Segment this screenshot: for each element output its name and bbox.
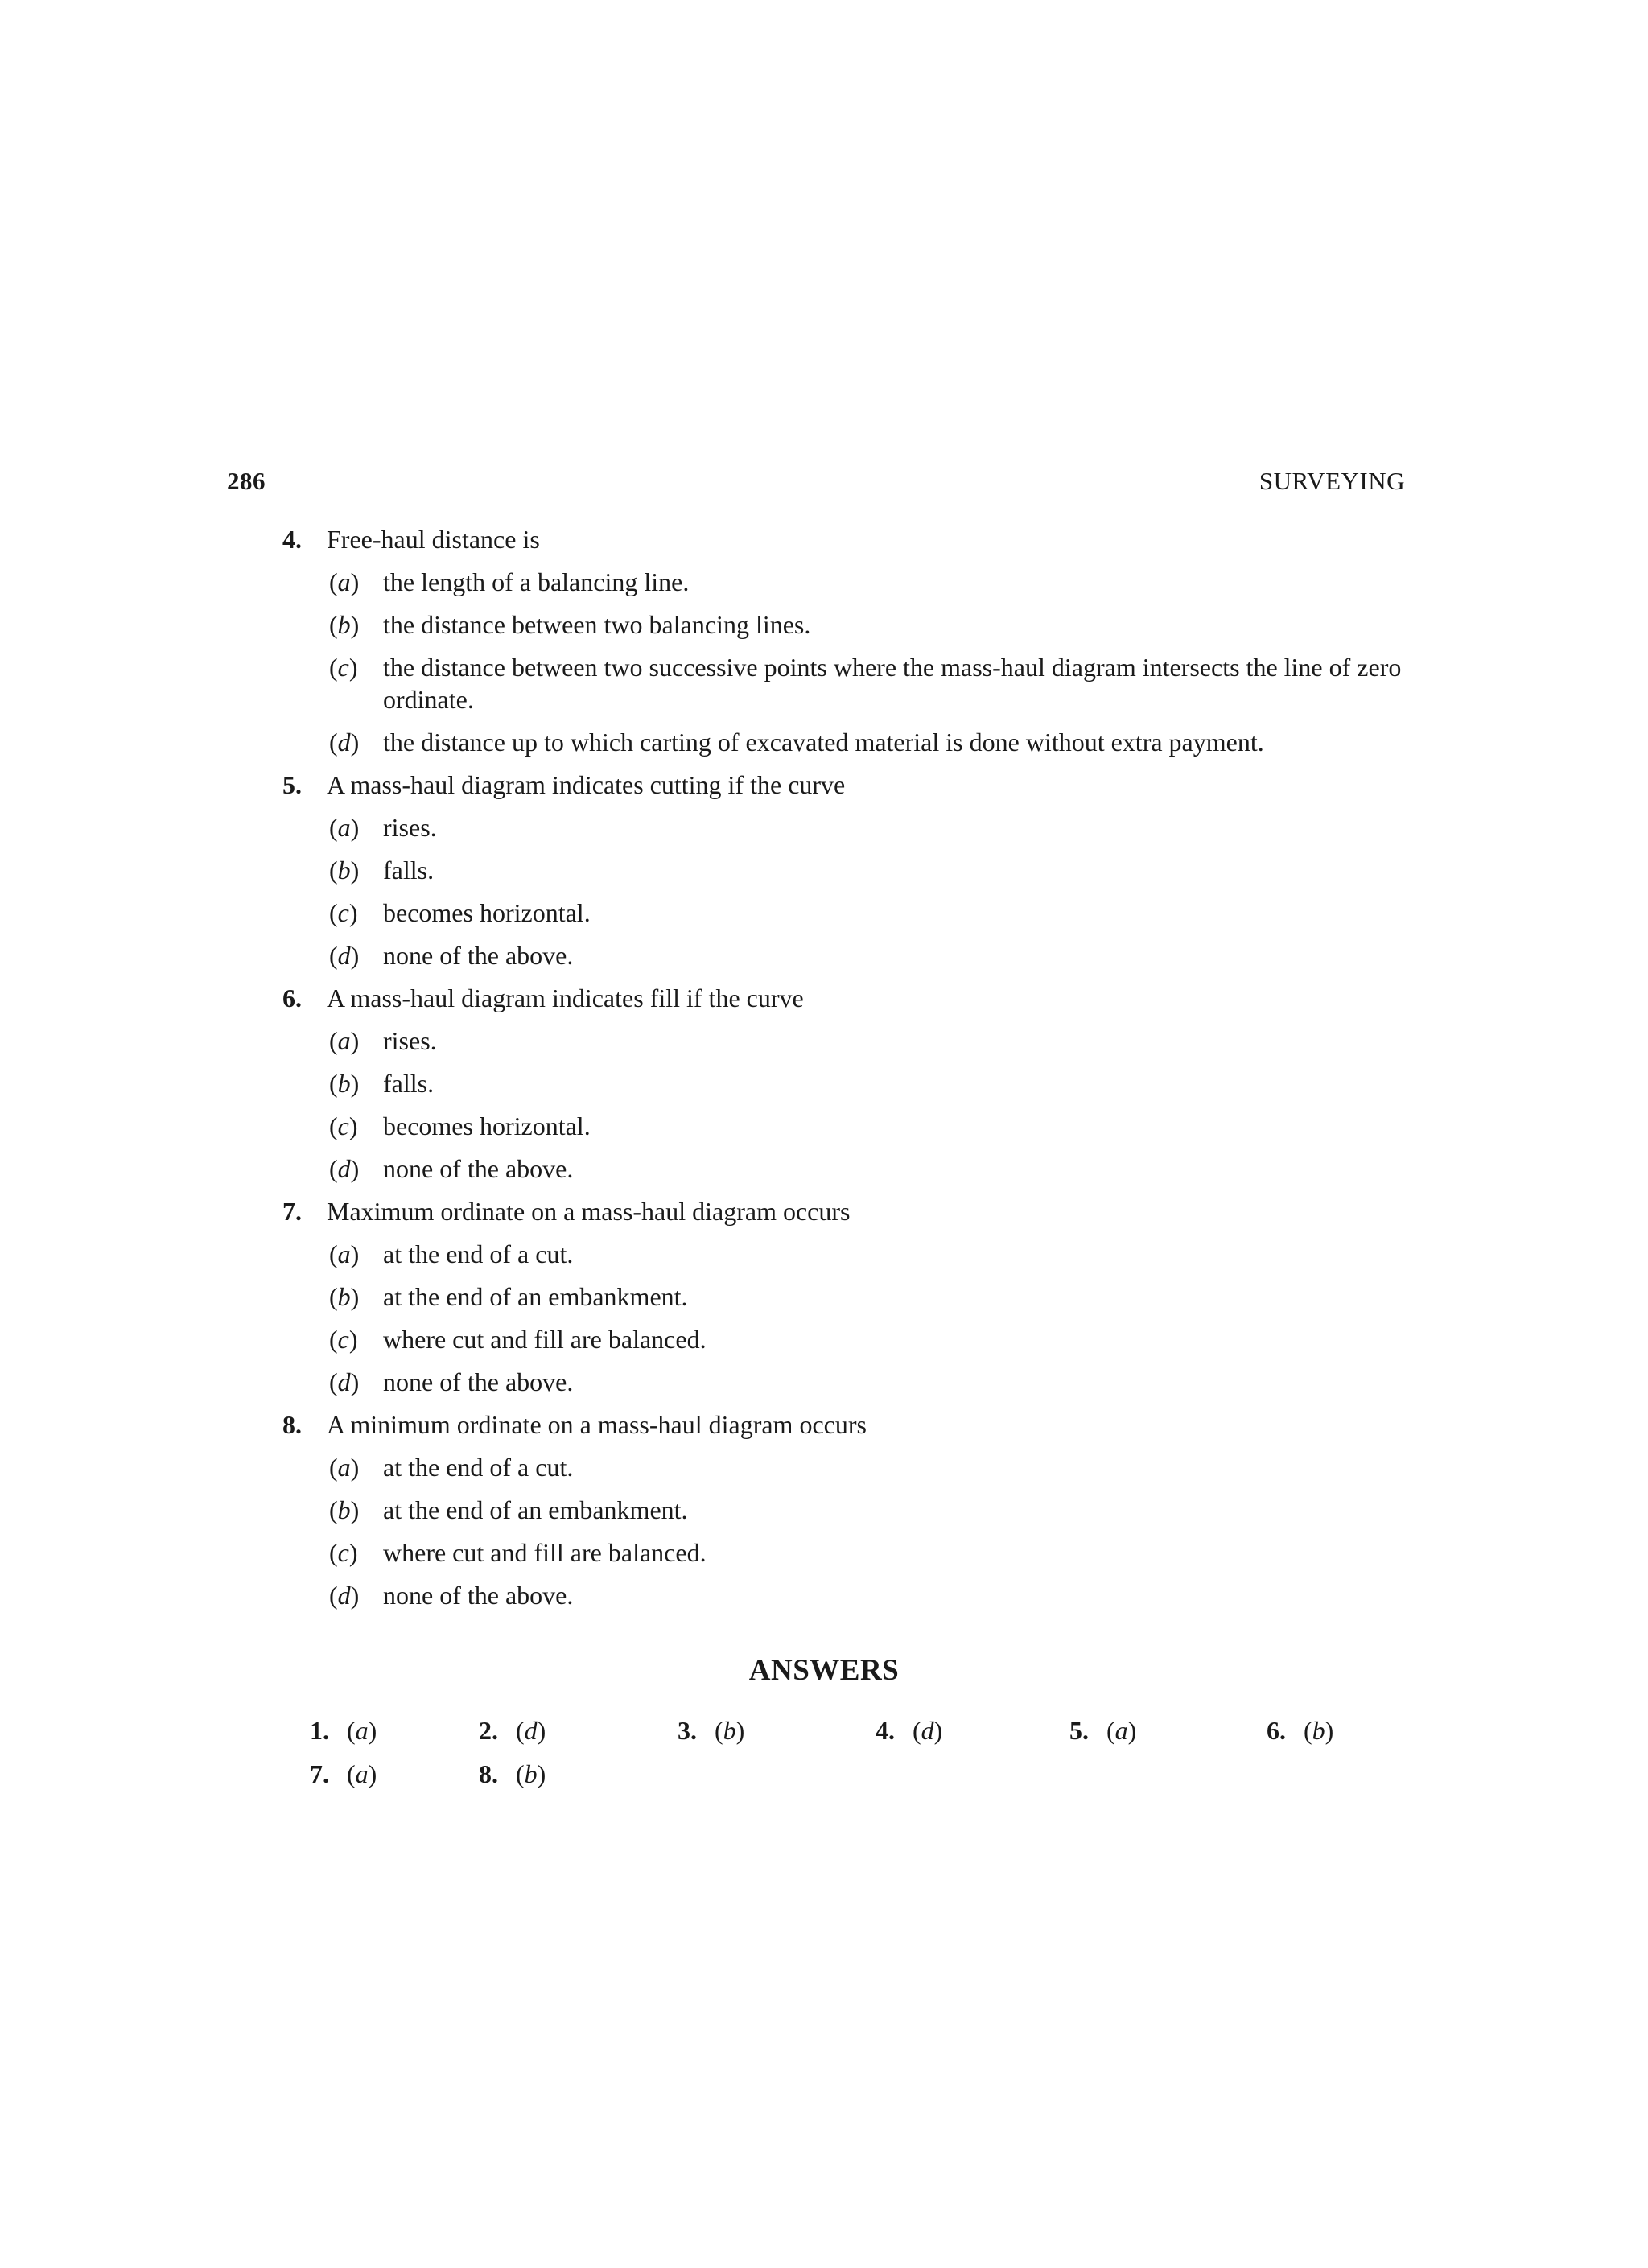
question-stem: [272, 518, 1415, 561]
option-a: [272, 1446, 1415, 1489]
option-label: (b): [329, 610, 360, 639]
question-stem: [272, 764, 1415, 806]
option-text: none of the above.: [383, 1154, 574, 1183]
question-stem: [272, 977, 1415, 1020]
question-number: 5.: [282, 770, 302, 799]
option-label: (b): [329, 1495, 360, 1524]
option-text: at the end of a cut.: [383, 1239, 574, 1268]
option-text: the length of a balancing line.: [383, 567, 690, 596]
option-text: rises.: [383, 1026, 437, 1055]
option-a: [272, 1020, 1415, 1062]
option-label: (d): [329, 941, 360, 970]
option-b: [272, 1062, 1415, 1105]
option-label: (d): [329, 1154, 360, 1183]
question-number: 4.: [282, 525, 302, 554]
question-text: A mass-haul diagram indicates cutting if the curve: [327, 770, 846, 799]
answer-item: 2. (d): [479, 1716, 546, 1745]
answer-item: 1. (a): [310, 1716, 377, 1745]
option-text: the distance between two balancing lines.: [383, 610, 811, 639]
question-5: [272, 764, 1415, 977]
question-number: 8.: [282, 1410, 302, 1439]
option-text: becomes horizontal.: [383, 1111, 591, 1140]
option-label: (c): [329, 898, 358, 927]
answer-item: 6. (b): [1267, 1716, 1334, 1745]
option-text: where cut and fill are balanced.: [383, 1538, 707, 1567]
question-8: [272, 1404, 1415, 1617]
question-text: Free-haul distance is: [327, 525, 540, 554]
option-d: [272, 1148, 1415, 1190]
page-number: 286: [227, 467, 266, 495]
option-label: (c): [329, 1111, 358, 1140]
question-list: [272, 518, 1415, 1617]
question-stem: [272, 1190, 1415, 1233]
answers-heading: ANSWERS: [748, 1654, 900, 1687]
answer-item: 3. (b): [678, 1716, 745, 1745]
option-label: (a): [329, 1453, 360, 1482]
option-text: falls.: [383, 1069, 435, 1098]
option-label: (a): [329, 1239, 360, 1268]
option-text: the distance between two successive points where the mass-haul diagram intersects the line of zero ordinate.: [383, 653, 1402, 714]
option-text: falls.: [383, 856, 435, 885]
option-text: the distance up to which carting of excavated material is done without extra payment.: [383, 728, 1264, 757]
option-a: [272, 806, 1415, 849]
question-6: [272, 977, 1415, 1190]
option-label: (c): [329, 1325, 358, 1354]
option-text: none of the above.: [383, 941, 574, 970]
option-b: [272, 604, 1415, 646]
option-label: (b): [329, 856, 360, 885]
option-b: [272, 849, 1415, 892]
option-c: [272, 892, 1415, 934]
option-label: (a): [329, 567, 360, 596]
option-b: [272, 1276, 1415, 1318]
answer-item: 8. (b): [479, 1759, 546, 1788]
option-text: rises.: [383, 813, 437, 842]
option-d: [272, 934, 1415, 977]
option-text: at the end of an embankment.: [383, 1282, 688, 1311]
option-label: (d): [329, 728, 360, 757]
option-text: at the end of an embankment.: [383, 1495, 688, 1524]
option-label: (a): [329, 1026, 360, 1055]
option-label: (b): [329, 1069, 360, 1098]
question-text: Maximum ordinate on a mass-haul diagram occurs: [327, 1197, 851, 1226]
question-stem: [272, 1404, 1415, 1446]
answer-key: [310, 1716, 1452, 1812]
option-d: [272, 1361, 1415, 1404]
option-c: [272, 646, 1415, 721]
option-d: [272, 721, 1415, 764]
option-d: [272, 1574, 1415, 1617]
option-label: (a): [329, 813, 360, 842]
answer-item: 5. (a): [1069, 1716, 1137, 1745]
question-number: 7.: [282, 1197, 302, 1226]
answer-item: 7. (a): [310, 1759, 377, 1788]
option-a: [272, 1233, 1415, 1276]
question-4: [272, 518, 1415, 764]
option-text: none of the above.: [383, 1367, 574, 1396]
option-text: none of the above.: [383, 1581, 574, 1610]
question-text: A minimum ordinate on a mass-haul diagram occurs: [327, 1410, 867, 1439]
option-c: [272, 1318, 1415, 1361]
option-label: (b): [329, 1282, 360, 1311]
option-c: [272, 1532, 1415, 1574]
option-label: (d): [329, 1367, 360, 1396]
option-b: [272, 1489, 1415, 1532]
running-head: SURVEYING: [1259, 467, 1405, 495]
option-label: (c): [329, 653, 358, 682]
option-text: where cut and fill are balanced.: [383, 1325, 707, 1354]
answer-item: 4. (d): [876, 1716, 943, 1745]
option-label: (d): [329, 1581, 360, 1610]
question-text: A mass-haul diagram indicates fill if the curve: [327, 983, 804, 1012]
question-7: [272, 1190, 1415, 1404]
option-a: [272, 561, 1415, 604]
option-label: (c): [329, 1538, 358, 1567]
option-text: becomes horizontal.: [383, 898, 591, 927]
question-number: 6.: [282, 983, 302, 1012]
option-c: [272, 1105, 1415, 1148]
option-text: at the end of a cut.: [383, 1453, 574, 1482]
